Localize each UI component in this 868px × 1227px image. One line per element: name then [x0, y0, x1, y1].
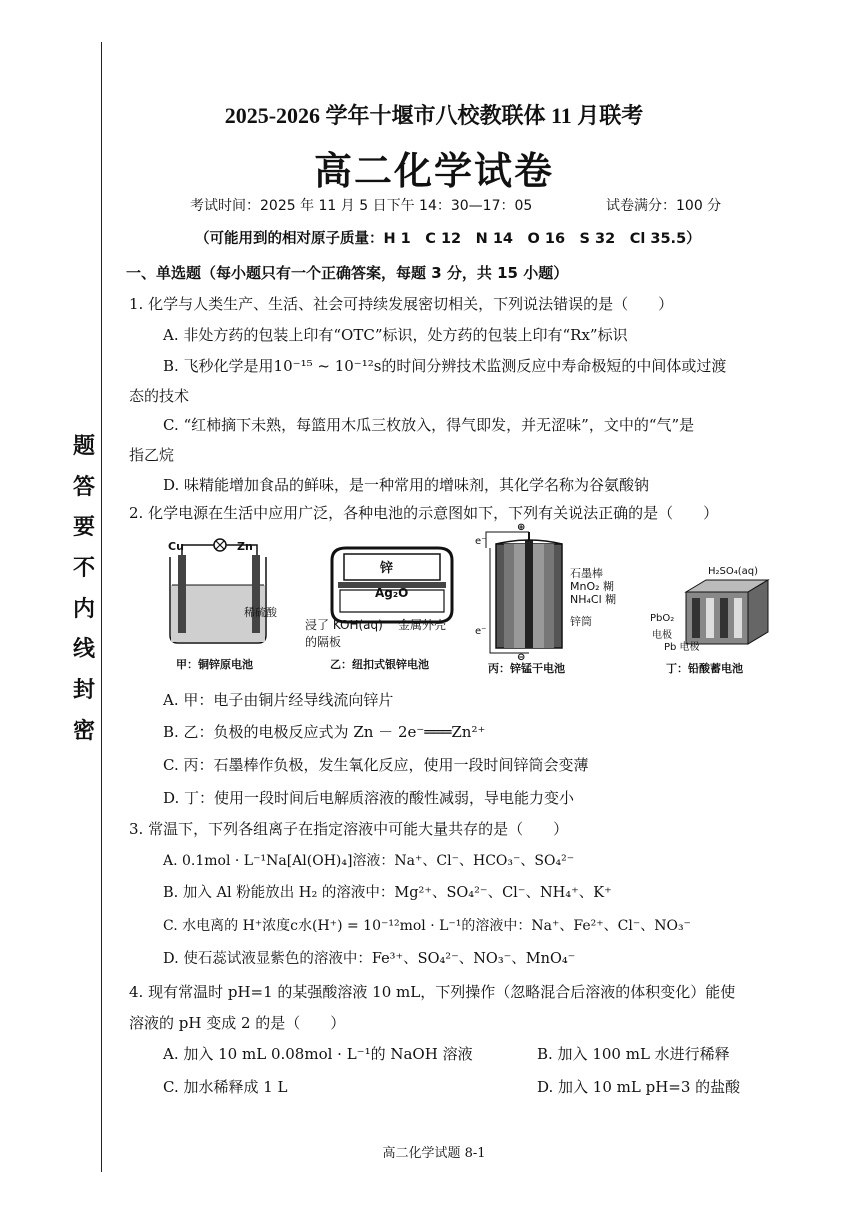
full-score: 试卷满分：100 分: [606, 198, 722, 214]
exam-subject-title: 高二化学试卷: [313, 149, 554, 193]
label-graphite-rod: 石墨棒: [570, 567, 603, 580]
exam-title: 2025-2026 学年十堰市八校教联体 11 月联考: [224, 103, 644, 128]
seal-char: 内: [72, 596, 95, 622]
label-negative-terminal: ⊖: [517, 652, 526, 663]
label-nh4cl-paste: NH₄Cl 糊: [570, 593, 617, 606]
q4-option-c: C. 加水稀释成 1 L: [163, 1078, 288, 1096]
label-pbo2-electrode: 电极: [652, 630, 672, 641]
question-4-stem-cont: 溶液的 pH 变成 2 的是（ ）: [129, 1014, 346, 1032]
seal-char: 要: [72, 515, 95, 541]
q3-option-c: C. 水电离的 H⁺浓度c水(H⁺) = 10⁻¹²mol · L⁻¹的溶液中：Na⁺、Fe²⁺、Cl⁻、NO₃⁻: [163, 918, 691, 934]
q2-option-a: A. 甲：电子由铜片经导线流向锌片: [163, 691, 394, 709]
label-pbo2: PbO₂: [650, 613, 675, 624]
label-h2so4: H₂SO₄(aq): [708, 566, 759, 577]
section-heading: 一、单选题（每小题只有一个正确答案，每题 3 分，共 15 小题）: [126, 264, 569, 282]
caption-figure-d: 丁：铅酸蓄电池: [666, 662, 743, 675]
label-electron-1: e⁻: [475, 536, 487, 547]
q4-option-b: B. 加入 100 mL 水进行稀释: [537, 1045, 730, 1063]
label-mno2-paste: MnO₂ 糊: [570, 580, 615, 593]
q1-option-d: D. 味精能增加食品的鲜味，是一种常用的增味剂，其化学名称为谷氨酸钠: [163, 476, 650, 494]
label-zinc: 锌: [380, 561, 394, 576]
exam-time: 考试时间：2025 年 11 月 5 日下午 14：30—17：05: [190, 198, 533, 214]
question-4-stem: 4. 现有常温时 pH=1 的某强酸溶液 10 mL，下列操作（忽略混合后溶液的体积变化）能使: [129, 983, 736, 1001]
seal-char: 答: [72, 474, 95, 500]
q4-option-a: A. 加入 10 mL 0.08mol · L⁻¹的 NaOH 溶液: [163, 1045, 473, 1063]
page-footer: 高二化学试题 8-1: [382, 1146, 486, 1161]
figure-copper-zinc-cell: [162, 535, 302, 675]
binding-margin-line: [101, 42, 102, 1172]
q1-option-c-cont: 指乙烷: [129, 446, 175, 464]
question-2-stem: 2. 化学电源在生活中应用广泛，各种电池的示意图如下，下列有关说法正确的是（ ）: [129, 504, 719, 522]
seal-char: 封: [72, 678, 95, 704]
q1-option-b: B. 飞秒化学是用10⁻¹⁵ ~ 10⁻¹²s的时间分辨技术监测反应中寿命极短的中间体或过渡: [163, 357, 727, 375]
question-1-stem: 1. 化学与人类生产、生活、社会可持续发展密切相关，下列说法错误的是（ ）: [129, 295, 674, 313]
caption-figure-b: 乙：纽扣式银锌电池: [330, 658, 429, 671]
question-3-stem: 3. 常温下，下列各组离子在指定溶液中可能大量共存的是（ ）: [129, 820, 569, 838]
q1-option-a: A. 非处方药的包装上印有“OTC”标识，处方药的包装上印有“Rx”标识: [163, 326, 628, 344]
seal-char: 不: [72, 556, 95, 582]
q4-option-d: D. 加入 10 mL pH=3 的盐酸: [537, 1078, 741, 1096]
q3-option-b: B. 加入 Al 粉能放出 H₂ 的溶液中：Mg²⁺、SO₄²⁻、Cl⁻、NH₄⁺、K⁺: [163, 885, 612, 901]
label-positive-terminal: ⊕: [517, 522, 526, 533]
q2-option-c: C. 丙：石墨棒作负极，发生氧化反应，使用一段时间锌筒会变薄: [163, 756, 589, 774]
label-ag2o: Ag₂O: [375, 586, 409, 600]
seal-warning: [70, 436, 98, 762]
label-cu: Cu: [168, 540, 184, 553]
label-separator: 的隔板: [305, 635, 342, 649]
q1-option-c: C. “红柿摘下未熟，每篮用木瓜三枚放入，得气即发，并无涩味”，文中的“气”是: [163, 416, 695, 434]
q3-option-a: A. 0.1mol · L⁻¹Na[Al(OH)₄]溶液：Na⁺、Cl⁻、HCO₃⁻、SO₄²⁻: [163, 853, 575, 869]
label-koh-separator: 浸了 KOH(aq): [305, 618, 383, 632]
label-zn: Zn: [237, 540, 253, 553]
atomic-mass-note: （可能用到的相对原子质量：H 1 C 12 N 14 O 16 S 32 Cl 35.5）: [195, 231, 701, 247]
label-zinc-can: 锌筒: [570, 615, 592, 628]
caption-figure-a: 甲：铜锌原电池: [176, 658, 253, 671]
seal-char: 线: [72, 637, 95, 663]
q2-option-d: D. 丁：使用一段时间后电解质溶液的酸性减弱，导电能力变小: [163, 789, 575, 807]
figure-dry-cell: [484, 528, 574, 658]
label-electron-2: e⁻: [475, 626, 487, 637]
q2-option-b: B. 乙：负极的电极反应式为 Zn － 2e⁻═══Zn²⁺: [163, 723, 486, 741]
caption-figure-c: 丙：锌锰干电池: [488, 662, 565, 675]
q3-option-d: D. 使石蕊试液显紫色的溶液中：Fe³⁺、SO₄²⁻、NO₃⁻、MnO₄⁻: [163, 951, 576, 967]
q1-option-b-cont: 态的技术: [129, 387, 190, 405]
label-metal-shell: 金属外壳: [398, 618, 447, 632]
seal-char: 题: [72, 434, 95, 459]
seal-char: 密: [72, 718, 95, 744]
label-dilute-sulfuric-acid: 稀硫酸: [244, 606, 277, 619]
label-pb-electrode: Pb 电极: [664, 642, 700, 653]
